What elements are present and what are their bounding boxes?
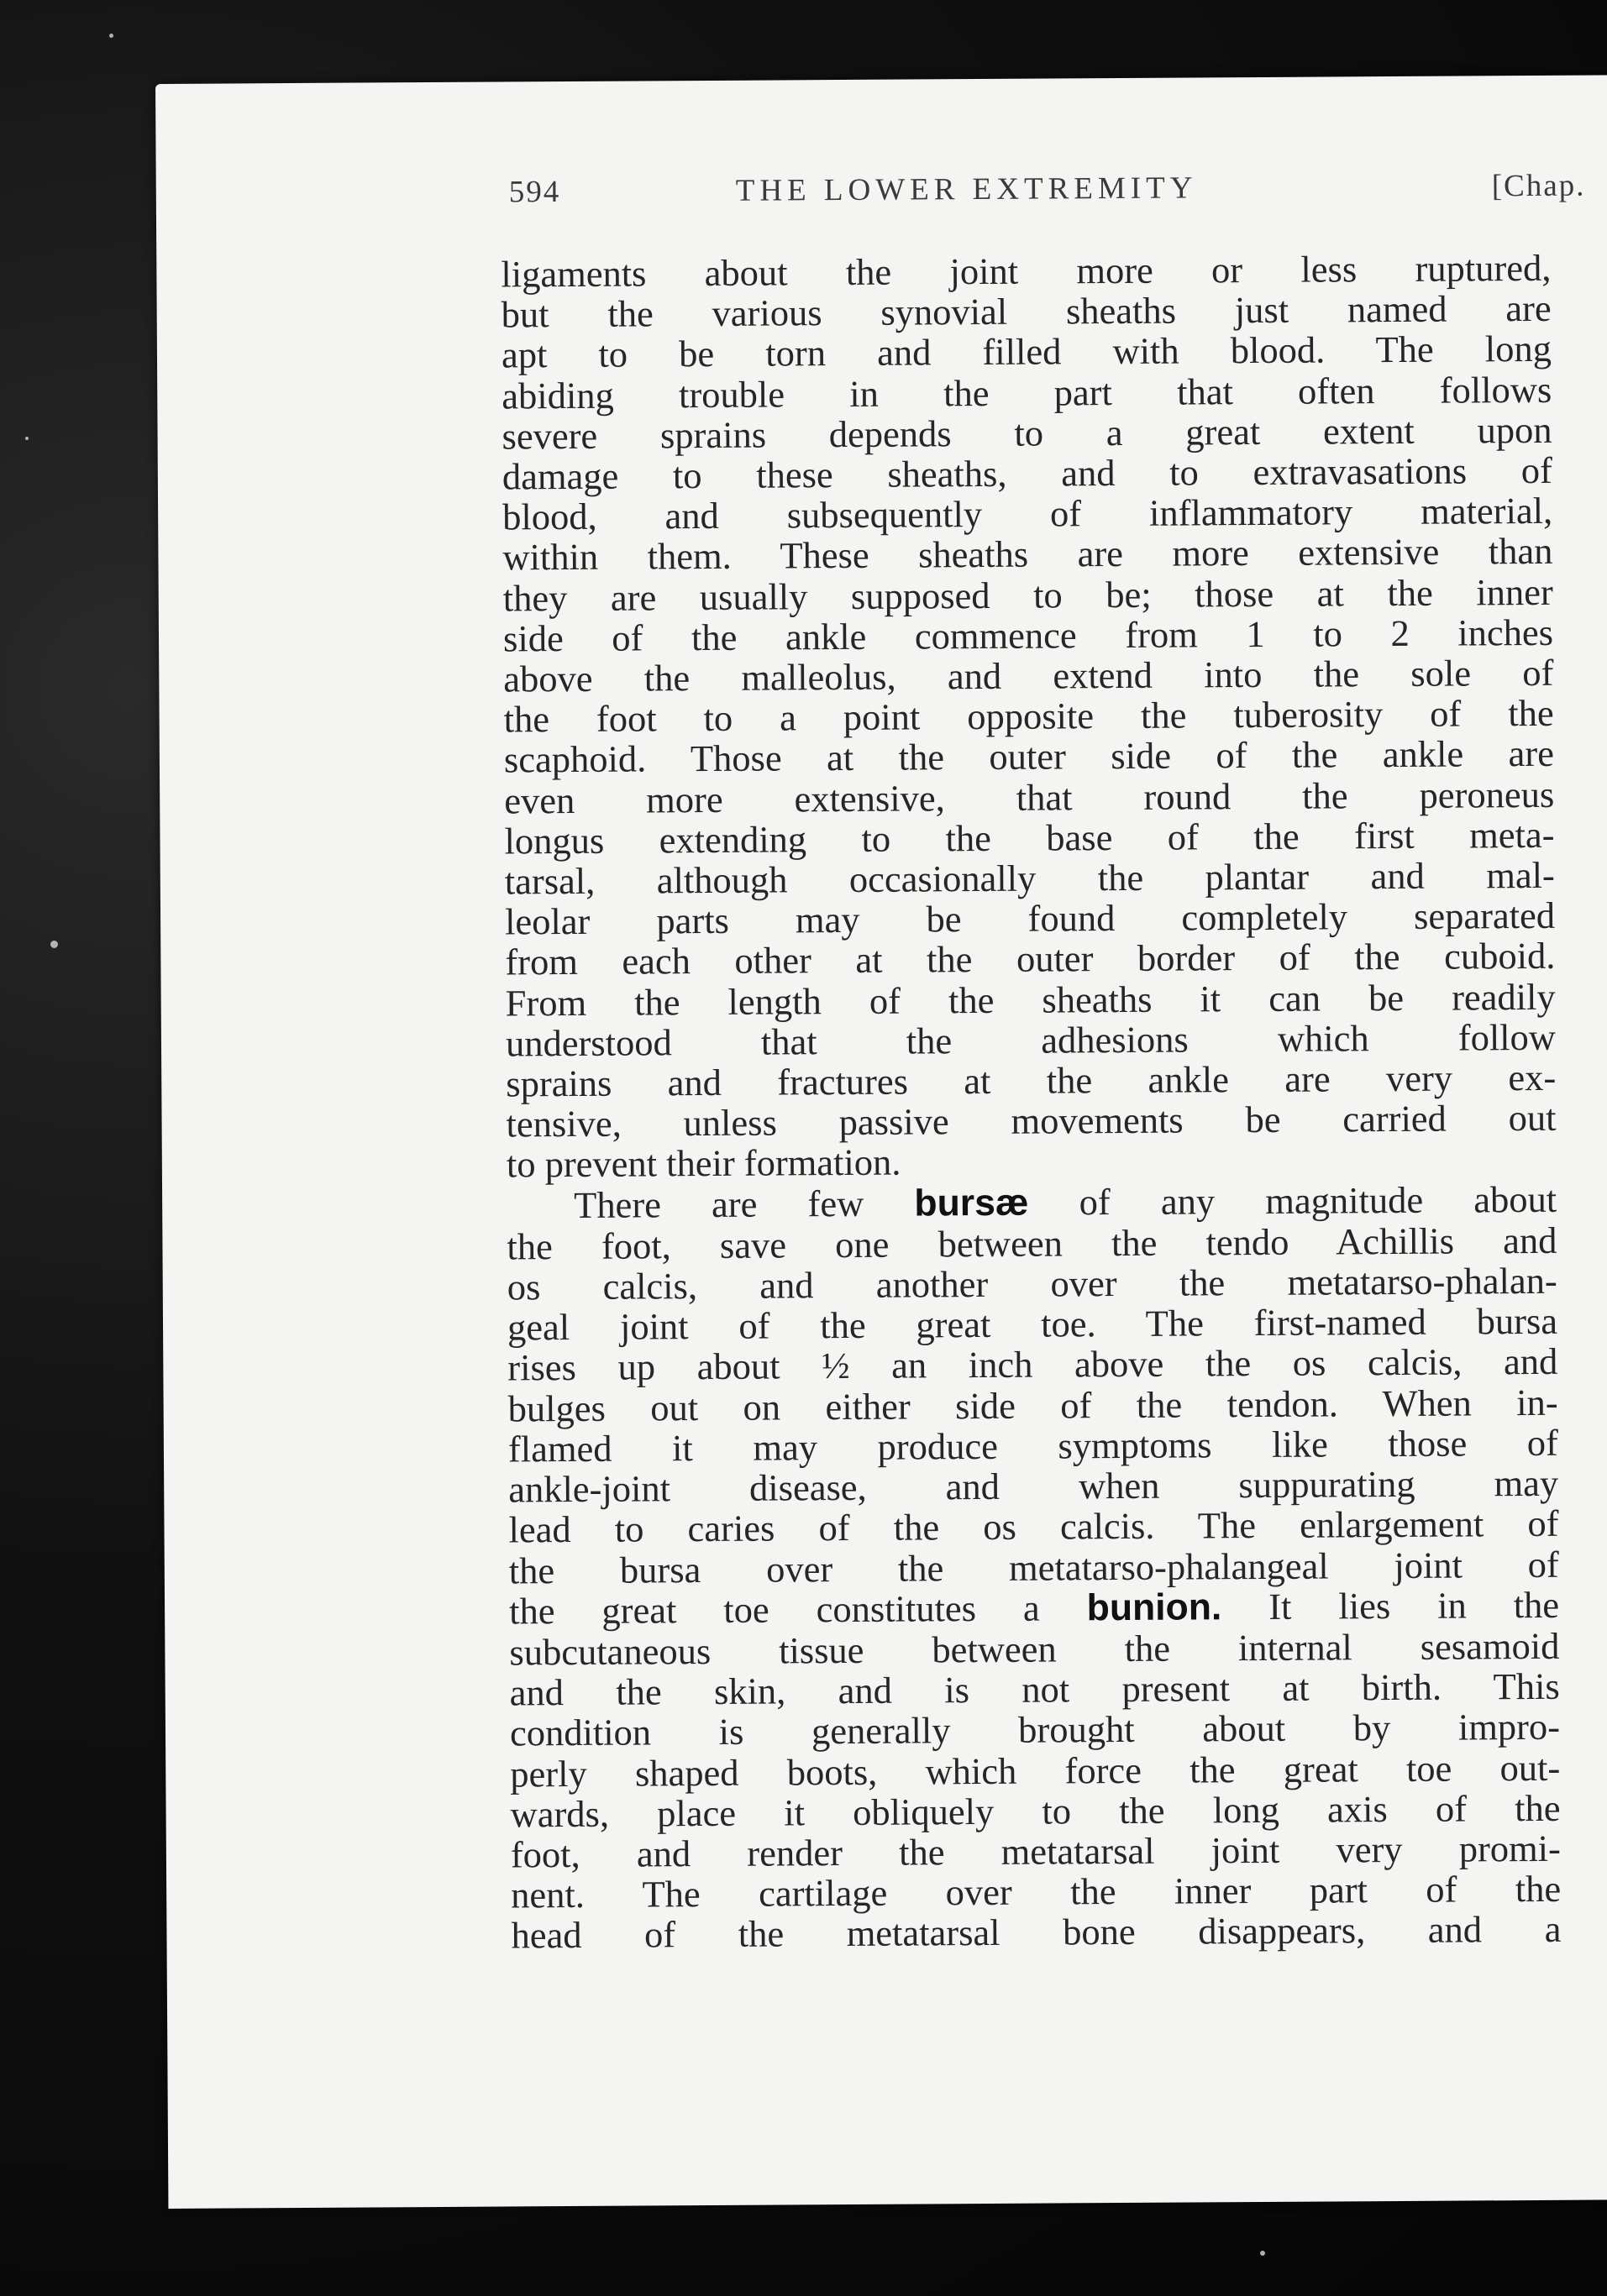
text-line: apt to be torn and filled with blood. The long [501,328,1552,376]
text-line: to prevent their formation. [506,1141,901,1186]
dust-speck [25,437,29,440]
text-line: nent. The cartilage over the inner part of the [511,1867,1562,1916]
text-line: ligaments about the joint more or less ruptured, [501,246,1552,296]
text-fragment: the great toe constitutes a [508,1586,1087,1633]
text-line: severe sprains depends to a great extent upon [502,408,1552,458]
text-line: the foot to a point opposite the tuberosity of the [503,692,1554,741]
dust-speck [1260,2251,1265,2256]
text-line: they are usually supposed to be; those at the inner [502,570,1553,620]
book-page [155,75,1607,2209]
text-line: perly shaped boots, which force the great toe out- [510,1746,1561,1795]
text-line: ankle-joint disease, and when suppurating may [508,1461,1559,1511]
text-line: scaphoid. Those at the outer side of the ankle are [503,732,1555,781]
text-line: os calcis, and another over the metatarso-phalan- [507,1259,1557,1308]
text-line: even more extensive, that round the peroneus [504,773,1555,822]
text-fragment: It lies in the [1221,1583,1560,1628]
text-line: blood, and subsequently of inflammatory material, [502,490,1553,538]
text-line: and the skin, and is not present at birth. This [509,1664,1560,1714]
dust-speck [109,34,113,38]
text-line: rises up about ½ an inch above the os calcis, and [507,1340,1558,1389]
text-line: tensive, unless passive movements be carried out [506,1097,1557,1145]
text-line: longus extending to the base of the first meta- [504,813,1555,862]
text-line: condition is generally brought about by impro- [509,1706,1561,1754]
text-line: side of the ankle commence from 1 to 2 inches [502,611,1554,660]
bold-term-bunion: bunion. [1086,1586,1222,1628]
paragraph-start-line [507,1179,1557,1227]
text-line: foot, and render the metatarsal joint very promi- [510,1827,1562,1876]
text-line: the bursa over the metatarso-phalangeal joint of [508,1543,1559,1591]
text-fragment: There are few [574,1182,915,1226]
body-text [501,248,1561,1956]
text-line: the foot, save one between the tendo Achillis and [507,1219,1557,1268]
page-header [509,167,1607,225]
text-line: above the malleolus, and extend into the sole of [503,651,1554,700]
text-line: From the length of the sheaths it can be readily [505,975,1556,1025]
text-line: abiding trouble in the part that often follows [502,368,1552,417]
text-fragment: of any magnitude about [1028,1177,1557,1224]
text-line: within them. These sheaths are more extensive than [502,530,1553,579]
text-line: flamed it may produce symptoms like those of [507,1421,1559,1470]
text-line: wards, place it obliquely to the long axis of the [510,1786,1561,1836]
text-line: tarsal, although occasionally the plantar and mal- [504,853,1555,903]
text-line: but the various synovial sheaths just named are [501,287,1552,336]
page-number: 594 [508,175,561,210]
chapter-reference: [Chap. [1491,168,1586,204]
bold-term-bursae: bursæ [914,1182,1029,1224]
text-line: head of the metatarsal bone disappears, and a [511,1908,1562,1957]
text-line: sprains and fractures at the ankle are very ex- [506,1056,1557,1105]
bunion-line [509,1585,1559,1633]
text-line: geal joint of the great toe. The first-named bursa [507,1300,1558,1349]
text-line: subcutaneous tissue between the internal sesamoid [509,1624,1560,1674]
text-line: lead to caries of the os calcis. The enlargement of [508,1502,1559,1551]
text-line: damage to these sheaths, and to extravasations of [502,448,1552,498]
text-line: bulges out on either side of the tendon. When in- [507,1381,1558,1430]
text-line: from each other at the outer border of the cuboid. [505,935,1556,983]
text-line: leolar parts may be found completely separated [504,894,1556,943]
dust-speck [50,941,58,948]
running-title: THE LOWER EXTREMITY [735,170,1198,208]
text-line: understood that the adhesions which follow [505,1015,1557,1065]
